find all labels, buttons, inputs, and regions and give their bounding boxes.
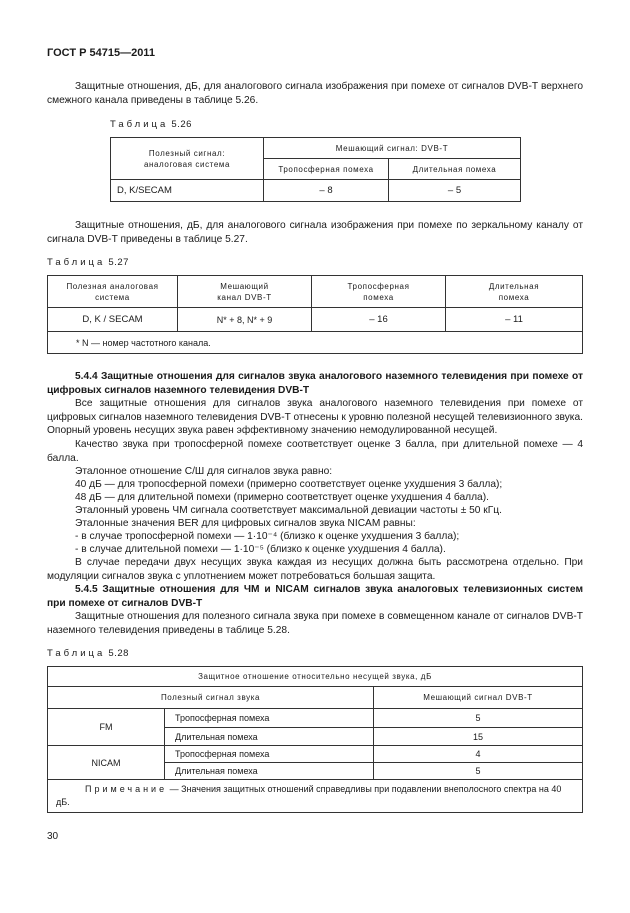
- cell-nicam: NICAM: [48, 746, 165, 780]
- cell-long: – 5: [389, 180, 521, 202]
- header-long: Длительная помеха: [389, 159, 521, 180]
- cell-nicam-long-value: 5: [374, 763, 583, 780]
- paragraph: Защитные отношения для полезного сигнала звука при помехе в совмещенном канале от сигналов DVB-T наземного телевидения приведены в таблице 5.28.: [47, 611, 583, 636]
- header-protection-ratio: Защитное отношение относительно несущей звука, дБ: [48, 667, 583, 687]
- paragraph: Качество звука при тропосферной помехе соответствует оценке 3 балла, при длительной помехе — 4 балла.: [47, 439, 583, 464]
- table-caption: [47, 257, 129, 268]
- cell-tropo: – 8: [264, 180, 389, 202]
- paragraph: В случае передачи двух несущих звука каждая из несущих должна быть рассмотрена отдельно. При модуляции сигналов звука с уплотнением может потребоваться большая защита.: [47, 557, 583, 582]
- cell-nicam-tropo-value: 4: [374, 746, 583, 763]
- paragraph: Эталонное отношение С/Ш для сигналов звука равно:: [75, 466, 333, 477]
- paragraph: Эталонные значения BER для цифровых сигналов звука NICAM равны:: [75, 518, 416, 529]
- cell-fm: FM: [48, 709, 165, 746]
- table-caption: [110, 119, 192, 130]
- header-interfering-signal: Мешающий сигнал: DVB-T: [264, 138, 521, 159]
- paragraph: 48 дБ — для длительной помехи (примерно соответствует оценке ухудшения 4 балла).: [75, 492, 489, 503]
- header-tropo: Тропосферная помеха: [312, 276, 446, 308]
- paragraph: - в случае тропосферной помехи — 1·10⁻⁴ (близко к оценке ухудшения 3 балла);: [75, 531, 460, 542]
- table-caption-word: Таблица: [47, 257, 106, 268]
- section-title-5-4-4: 5.4.4 Защитные отношения для сигналов звука аналогового наземного телевидения при помехе от цифровых сигналов наземного телевидения DVB-T: [47, 371, 583, 396]
- cell-fm-long-label: Длительная помеха: [165, 728, 374, 746]
- header-useful-system: Полезная аналоговая система: [48, 276, 178, 308]
- header-useful-signal: Полезный сигнал: аналоговая система: [111, 138, 264, 180]
- table-caption-word: Таблица: [110, 119, 169, 130]
- paragraph: 40 дБ — для тропосферной помехи (примерно соответствует оценке ухудшения 3 балла);: [75, 479, 503, 490]
- note-label: Примечание: [85, 784, 168, 794]
- paragraph: Защитные отношения, дБ, для аналогового сигнала изображения при помехе по зеркальному каналу от сигнала DVB-T приведены в таблице 5.27.: [47, 220, 583, 245]
- cell-fm-long-value: 15: [374, 728, 583, 746]
- cell-fm-tropo-value: 5: [374, 709, 583, 728]
- table-note: [48, 780, 583, 813]
- table-caption-number: 5.28: [108, 648, 129, 659]
- table-caption-number: 5.26: [171, 119, 192, 130]
- paragraph: Защитные отношения, дБ, для аналогового сигнала изображения при помехе от сигналов DVB-T верхнего смежного канала приведены в таблице 5.26.: [47, 81, 583, 106]
- cell-tropo: – 16: [312, 308, 446, 332]
- header-useful-sound: Полезный сигнал звука: [48, 687, 374, 709]
- header-long: Длительная помеха: [446, 276, 583, 308]
- table-caption: [47, 648, 129, 659]
- section-title-5-4-5: 5.4.5 Защитные отношения для ЧМ и NICAM сигналов звука аналоговых телевизионных систем при помехе от сигналов DVB-T: [47, 584, 583, 609]
- page-number: 30: [47, 831, 59, 842]
- header-interfering-channel: Мешающий канал DVB-T: [178, 276, 312, 308]
- header-interfering: Мешающий сигнал DVB-T: [374, 687, 583, 709]
- table-caption-number: 5.27: [108, 257, 129, 268]
- note-text: — Значения защитных отношений справедливы при подавлении внеполосного спектра на 40 дБ.: [56, 784, 562, 807]
- paragraph: Эталонный уровень ЧМ сигнала соответствует максимальной девиации частоты ± 50 кГц.: [75, 505, 502, 516]
- cell-nicam-long-label: Длительная помеха: [165, 763, 374, 780]
- header-tropo: Тропосферная помеха: [264, 159, 389, 180]
- table-5-26: [110, 137, 521, 202]
- table-5-28: [47, 666, 583, 813]
- paragraph: - в случае длительной помехи — 1·10⁻⁵ (близко к оценке ухудшения 4 балла).: [75, 544, 446, 555]
- cell-system: D, K / SECAM: [48, 308, 178, 332]
- cell-long: – 11: [446, 308, 583, 332]
- paragraph: Все защитные отношения для сигналов звука аналогового наземного телевидения при помехе от цифровых сигналов наземного телевидения DVB-T отнесены к уровню полезной несущей телевизионного звука. Опорный уровень несущих звука равен эффективному значению немодулированной несущей.: [47, 398, 583, 437]
- cell-fm-tropo-label: Тропосферная помеха: [165, 709, 374, 728]
- table-caption-word: Таблица: [47, 648, 106, 659]
- document-code: ГОСТ Р 54715—2011: [47, 47, 155, 59]
- cell-nicam-tropo-label: Тропосферная помеха: [165, 746, 374, 763]
- table-5-27: [47, 275, 583, 354]
- table-note: * N — номер частотного канала.: [48, 332, 583, 354]
- cell-channel: N* + 8, N* + 9: [178, 308, 312, 332]
- cell-system: D, K/SECAM: [111, 180, 264, 202]
